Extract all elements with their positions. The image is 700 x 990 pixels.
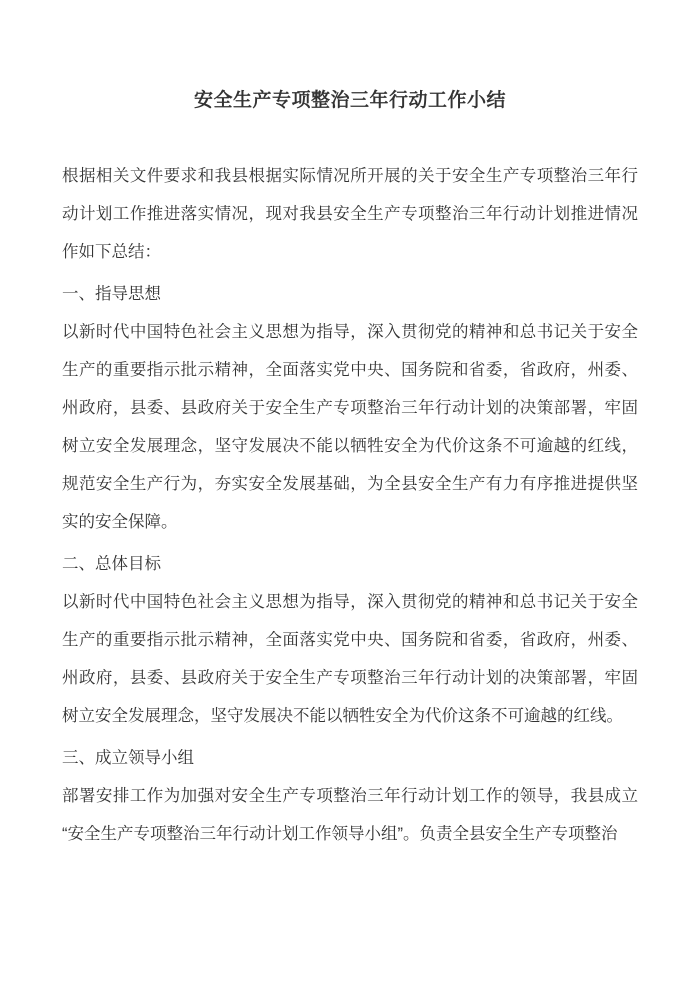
- document-title: 安全生产专项整治三年行动工作小结: [193, 90, 506, 111]
- section-heading-3: 三、成立领导小组: [62, 749, 194, 767]
- section-body-1: 以新时代中国特色社会主义思想为指导，深入贯彻党的精神和总书记关于安全生产的重要指示批示精神，全面落实党中央、国务院和省委，省政府，州委、州政府，县委、县政府关于安全生产专项整治三年行动计划的决策部署，牢固树立安全发展理念，坚守发展决不能以牺牲安全为代价这条不可逾越的红线，规范安全生产行为，夯实安全发展基础，为全县安全生产有力有序推进提供坚实的安全保障。: [62, 323, 638, 531]
- section-heading-2: 二、总体目标: [62, 555, 161, 573]
- section-heading-1: 一、指导思想: [62, 285, 161, 303]
- section-body-2: 以新时代中国特色社会主义思想为指导，深入贯彻党的精神和总书记关于安全生产的重要指示批示精神，全面落实党中央、国务院和省委，省政府，州委、州政府，县委、县政府关于安全生产专项整治三年行动计划的决策部署，牢固树立安全发展理念，坚守发展决不能以牺牲安全为代价这条不可逾越的红线。: [62, 593, 638, 725]
- paragraph-intro: 根据相关文件要求和我县根据实际情况所开展的关于安全生产专项整治三年行动计划工作推进落实情况，现对我县安全生产专项整治三年行动计划推进情况作如下总结：: [62, 167, 638, 261]
- section-body-3: 部署安排工作为加强对安全生产专项整治三年行动计划工作的领导，我县成立“安全生产专项整治三年行动计划工作领导小组”。负责全县安全生产专项整治: [62, 787, 638, 843]
